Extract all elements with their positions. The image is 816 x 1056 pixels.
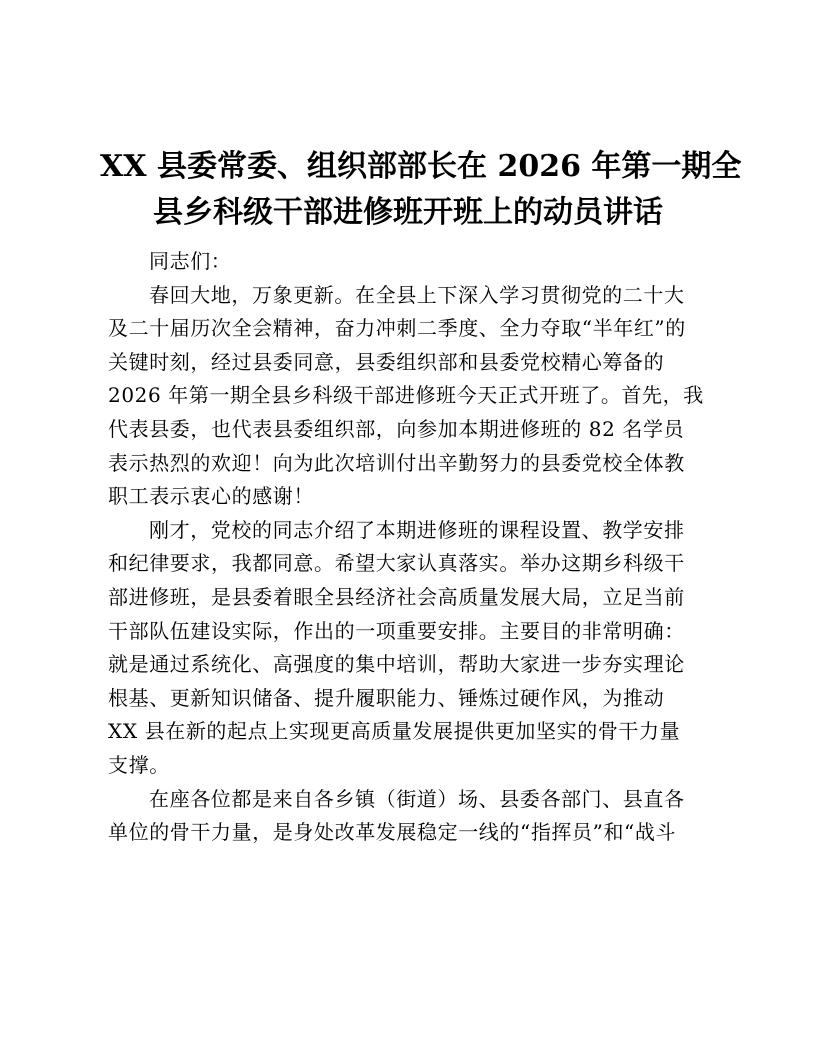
document-title: [100, 144, 742, 236]
paragraph-2-line-1: 刚才，党校的同志介绍了本期进修班的课程设置、教学安排: [149, 517, 685, 542]
paragraph-1-line-6: 表示热烈的欢迎！向为此次培训付出辛勤努力的县委党校全体教: [108, 450, 685, 475]
paragraph-2-line-6: 根基、更新知识储备、提升履职能力、锤炼过硬作风，为推动: [108, 685, 665, 710]
paragraph-2-line-2: 和纪律要求，我都同意。希望大家认真落实。举办这期乡科级干: [108, 551, 685, 576]
paragraph-2-line-5: 就是通过系统化、高强度的集中培训，帮助大家进一步夯实理论: [108, 652, 685, 677]
title-line-2: 县乡科级干部进修班开班上的动员讲话: [153, 195, 663, 230]
document-body: [108, 245, 712, 850]
paragraph-3-line-2: 单位的骨干力量，是身处改革发展稳定一线的“指挥员”和“战斗: [108, 820, 677, 845]
paragraph-3-line-1: 在座各位都是来自各乡镇（街道）场、县委各部门、县直各: [149, 786, 685, 811]
paragraph-2-line-3: 部进修班，是县委着眼全县经济社会高质量发展大局，立足当前: [108, 584, 685, 609]
salutation: 同志们：: [149, 249, 232, 273]
paragraph-1-line-5: 代表县委，也代表县委组织部，向参加本期进修班的 82 名学员: [108, 416, 685, 441]
paragraph-2-line-7: XX 县在新的起点上实现更高质量发展提供更加坚实的骨干力量: [108, 719, 681, 744]
paragraph-1-line-7: 职工表示衷心的感谢！: [108, 484, 314, 509]
paragraph-2-line-8: 支撑。: [108, 752, 170, 777]
paragraph-1-line-4: 2026 年第一期全县乡科级干部进修班今天正式开班了。首先，我: [108, 383, 704, 408]
title-line-1: XX 县委常委、组织部部长在 2026 年第一期全: [100, 149, 742, 184]
paragraph-1-line-3: 关键时刻，经过县委同意，县委组织部和县委党校精心筹备的: [108, 349, 665, 374]
paragraph-2-line-4: 干部队伍建设实际，作出的一项重要安排。主要目的非常明确：: [108, 618, 685, 643]
paragraph-1-line-2: 及二十届历次全会精神，奋力冲刺二季度、全力夺取“半年红”的: [108, 316, 686, 341]
paragraph-1-line-1: 春回大地，万象更新。在全县上下深入学习贯彻党的二十大: [149, 282, 685, 307]
